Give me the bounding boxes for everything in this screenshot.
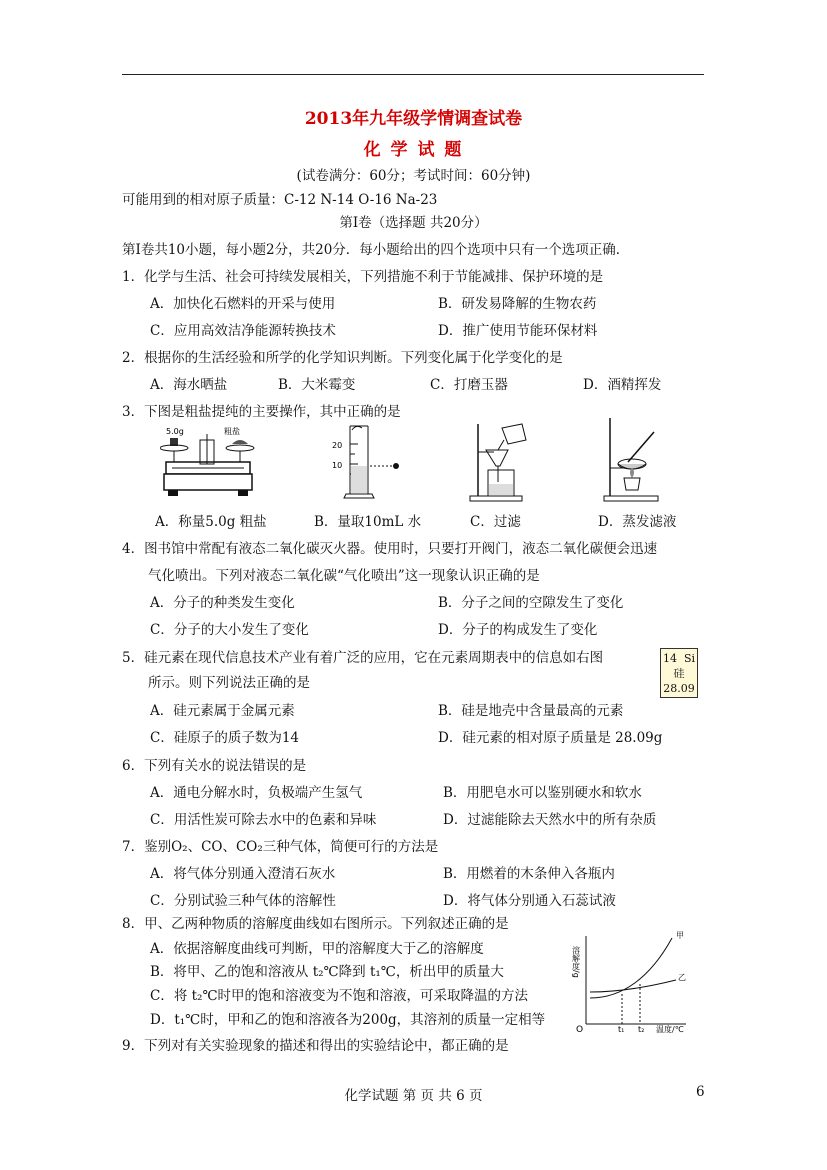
q1-option-d: D．推广使用节能环保材料 [438, 323, 598, 339]
q4-option-b: B．分子之间的空隙发生了变化 [438, 595, 624, 611]
exam-title: 2013年九年级学情调查试卷 [304, 109, 523, 129]
q2-option-a: A．海水晒盐 [150, 377, 228, 393]
q1-option-a: A．加快化石燃料的开采与使用 [150, 296, 336, 312]
q5-option-a: A．硅元素属于金属元素 [150, 703, 295, 719]
curve-a-label: 甲 [676, 931, 684, 940]
q5-option-c: C．硅原子的质子数为14 [150, 730, 300, 746]
evaporation-figure [598, 416, 668, 504]
question-9-stem: 9．下列对有关实验现象的描述和得出的实验结论中，都正确的是 [122, 1038, 509, 1054]
tick-20-label: 20 [332, 441, 343, 450]
instructions: 第Ⅰ卷共10小题，每小题2分，共20分．每小题给出的四个选项中只有一个选项正确． [122, 242, 630, 258]
question-7-stem: 7．鉴别O₂、CO、CO₂三种气体，简便可行的方法是 [122, 839, 439, 855]
graph-t1: t₁ [618, 1025, 625, 1034]
q3-option-c: C．过滤 [470, 514, 521, 530]
question-5-stem-2: 所示。则下列说法正确的是 [148, 675, 310, 691]
atomic-mass: 28.09 [663, 682, 695, 695]
weight-label: 5.0g [166, 427, 184, 436]
q6-option-d: D．过滤能除去天然水中的所有杂质 [443, 812, 657, 828]
q2-option-b: B．大米霉变 [278, 377, 356, 393]
question-4-stem-2: 气化喷出。下列对液态二氧化碳“气化喷出”这一现象认识正确的是 [148, 568, 540, 584]
element-symbol: Si [683, 652, 696, 665]
q3-option-a: A．称量5.0g 粗盐 [155, 514, 267, 530]
page-footer: 化学试题 第 页 共 6 页 [344, 1088, 483, 1104]
q8-option-a: A．依据溶解度曲线可判断，甲的溶解度大于乙的溶解度 [150, 941, 484, 957]
q1-option-c: C．应用高效洁净能源转换技术 [150, 323, 336, 339]
graph-origin: O [576, 1025, 584, 1034]
q5-option-b: B．硅是地壳中含量最高的元素 [438, 703, 624, 719]
q3-option-b: B．量取10mL 水 [314, 514, 422, 530]
question-4-stem: 4．图书馆中常配有液态二氧化碳灭火器。使用时，只要打开阀门，液态二氧化碳便会迅速 [122, 541, 658, 557]
question-1-stem: 1．化学与生活、社会可持续发展相关，下列措施不利于节能减排、保护环境的是 [122, 269, 604, 285]
graph-x-label: 温度/℃ [656, 1025, 684, 1034]
curve-b-label: 乙 [678, 973, 686, 982]
top-rule [122, 74, 704, 75]
salt-label: 粗盐 [224, 427, 240, 436]
q7-option-c: C．分别试验三种气体的溶解性 [150, 893, 336, 909]
graph-y-label: 溶解度/g [572, 946, 581, 978]
q4-option-a: A．分子的种类发生变化 [150, 595, 295, 611]
q8-option-d: D．t₁℃时，甲和乙的饱和溶液各为200g，其溶剂的质量一定相等 [150, 1012, 546, 1028]
q7-option-a: A．将气体分别通入澄清石灰水 [150, 866, 336, 882]
q2-option-d: D．酒精挥发 [583, 377, 662, 393]
q3-option-d: D．蒸发滤液 [598, 514, 677, 530]
solubility-graph [572, 928, 692, 1034]
question-3-stem: 3．下图是粗盐提纯的主要操作，其中正确的是 [122, 404, 401, 420]
question-5-stem: 5．硅元素在现代信息技术产业有着广泛的应用，它在元素周期表中的信息如右图 [122, 650, 604, 666]
q7-option-b: B．用燃着的木条伸入各瓶内 [443, 866, 615, 882]
q8-option-c: C．将 t₂℃时甲的饱和溶液变为不饱和溶液，可采取降温的方法 [150, 988, 529, 1004]
q6-option-c: C．用活性炭可除去水中的色素和异味 [150, 812, 377, 828]
tick-10-label: 10 [332, 461, 343, 470]
question-2-stem: 2．根据你的生活经验和所学的化学知识判断。下列变化属于化学变化的是 [122, 350, 563, 366]
q5-option-d: D．硅元素的相对原子质量是 28.09g [438, 730, 663, 746]
atomic-number: 14 [662, 652, 677, 665]
q6-option-a: A．通电分解水时，负极端产生氢气 [150, 785, 363, 801]
q8-option-b: B．将甲、乙的饱和溶液从 t₂℃降到 t₁℃，析出甲的质量大 [150, 964, 504, 980]
graph-t2: t₂ [638, 1025, 645, 1034]
q2-option-c: C．打磨玉器 [430, 377, 508, 393]
balance-figure [160, 422, 260, 504]
question-8-stem: 8．甲、乙两种物质的溶解度曲线如右图所示。下列叙述正确的是 [122, 916, 509, 932]
q1-option-b: B．研发易降解的生物农药 [438, 296, 597, 312]
cylinder-figure [330, 422, 410, 504]
filtration-figure [468, 420, 538, 504]
silicon-element-card [660, 648, 698, 698]
section-heading: 第Ⅰ卷（选择题 共20分） [339, 215, 488, 231]
q7-option-d: D．将气体分别通入石蕊试液 [443, 893, 616, 909]
q4-option-c: C．分子的大小发生了变化 [150, 622, 309, 638]
page-number: 6 [696, 1084, 705, 1100]
subject-title: 化 学 试 题 [363, 140, 464, 160]
atomic-masses: 可能用到的相对原子质量：C-12 N-14 O-16 Na-23 [122, 192, 438, 208]
element-name: 硅 [673, 667, 685, 680]
q4-option-d: D．分子的构成发生了变化 [438, 622, 598, 638]
exam-info: (试卷满分：60分；考试时间：60分钟) [296, 168, 531, 184]
q6-option-b: B．用肥皂水可以鉴别硬水和软水 [443, 785, 642, 801]
question-6-stem: 6．下列有关水的说法错误的是 [122, 758, 307, 774]
